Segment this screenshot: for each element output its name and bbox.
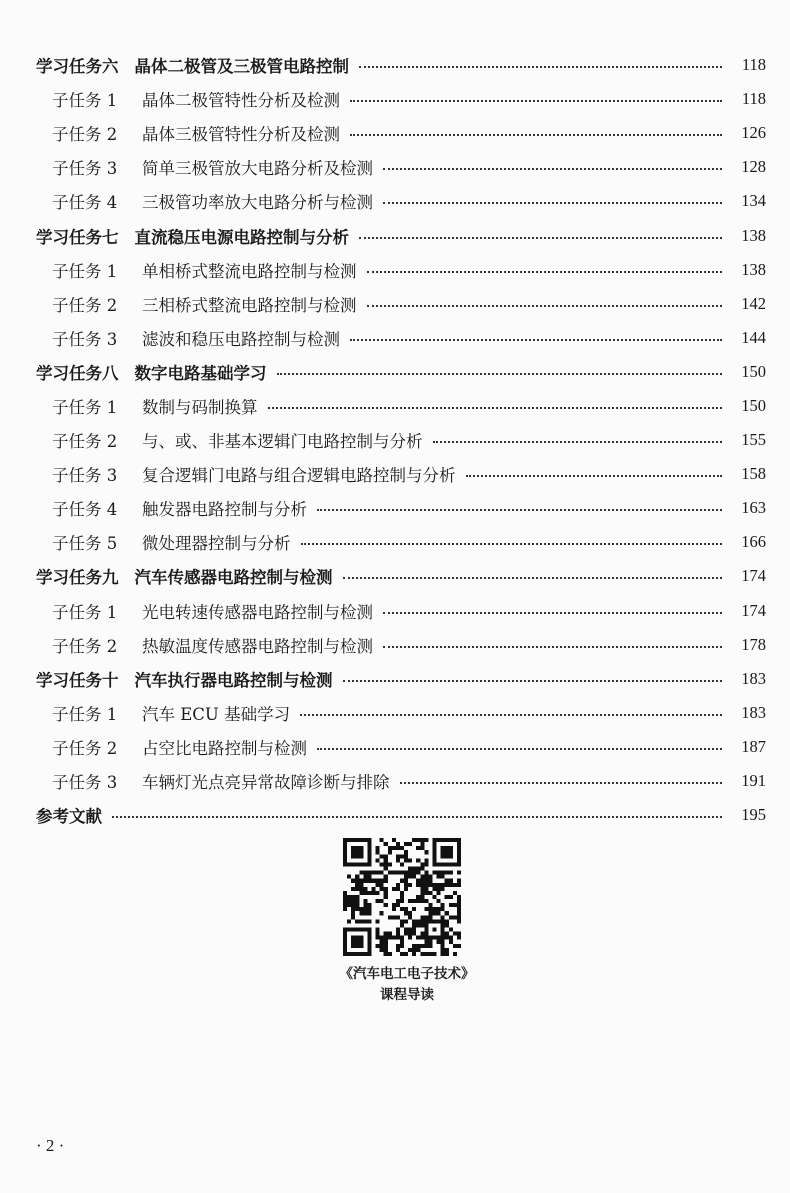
toc-subtask-entry[interactable] [0, 696, 790, 730]
toc-subtask-entry[interactable] [0, 628, 790, 662]
dot-leader [300, 714, 722, 716]
toc-references-entry[interactable] [0, 798, 790, 832]
toc-chapter-entry[interactable] [0, 218, 790, 252]
toc-entry-title: 车辆灯光点亮异常故障诊断与排除 [142, 773, 390, 793]
toc-entry-title: 晶体二极管及三极管电路控制 [134, 57, 349, 77]
toc-entry-page: 126 [741, 123, 766, 143]
dot-leader [301, 543, 723, 545]
toc-entry-title: 汽车 ECU 基础学习 [142, 704, 291, 724]
toc-entry-page: 150 [741, 395, 766, 415]
toc-entry-title: 与、或、非基本逻辑门电路控制与分析 [142, 432, 423, 452]
toc-entry-page: 155 [741, 430, 766, 450]
toc-entry-title: 光电转速传感器电路控制与检测 [142, 602, 373, 622]
qr-code-image [343, 838, 461, 956]
qr-caption-title: 《汽车电工电子技术》 [339, 966, 475, 982]
dot-leader [317, 509, 722, 511]
toc-entry-page: 134 [741, 191, 766, 211]
dot-leader [277, 373, 723, 375]
toc-chapter-entry[interactable] [0, 48, 790, 82]
toc-entry-label: 子任务 4 [52, 500, 118, 520]
toc-entry-label: 子任务 1 [52, 91, 118, 111]
toc-subtask-entry[interactable] [0, 321, 790, 355]
dot-leader [359, 66, 722, 68]
toc-entry-page: 174 [741, 600, 766, 620]
dot-leader [268, 407, 723, 409]
toc-entry-page: 163 [741, 498, 766, 518]
toc-entry-page: 142 [741, 293, 766, 313]
toc-subtask-entry[interactable] [0, 730, 790, 764]
toc-entry-page: 118 [741, 89, 766, 109]
toc-entry-page: 138 [741, 225, 766, 245]
dot-leader [383, 202, 722, 204]
toc-entry-label: 子任务 2 [52, 125, 118, 145]
toc-entry-title: 直流稳压电源电路控制与分析 [134, 227, 349, 247]
dot-leader [367, 305, 723, 307]
toc-entry-label: 子任务 3 [52, 329, 118, 349]
toc-entry-title: 滤波和稳压电路控制与检测 [142, 329, 340, 349]
toc-entry-title: 汽车传感器电路控制与检测 [134, 568, 333, 588]
toc-entry-title: 占空比电路控制与检测 [142, 738, 307, 758]
toc-entry-label: 学习任务十 [36, 670, 119, 690]
toc-entry-label: 子任务 1 [52, 397, 118, 417]
toc-subtask-entry[interactable] [0, 287, 790, 321]
toc-entry-page: 118 [741, 55, 766, 75]
toc-entry-page: 166 [741, 532, 766, 552]
toc-entry-title: 晶体二极管特性分析及检测 [142, 91, 340, 111]
toc-entry-title: 微处理器控制与分析 [142, 534, 291, 554]
toc-entry-label: 子任务 3 [52, 773, 118, 793]
qr-caption-subtitle: 课程导读 [380, 987, 434, 1003]
toc-entry-title: 数字电路基础学习 [134, 363, 267, 383]
toc-entry-label: 子任务 1 [52, 602, 118, 622]
toc-entry-label: 子任务 4 [52, 193, 118, 213]
toc-entry-title: 触发器电路控制与分析 [142, 500, 307, 520]
dot-leader [350, 100, 722, 102]
table-of-contents [0, 48, 790, 832]
toc-subtask-entry[interactable] [0, 116, 790, 150]
toc-chapter-entry[interactable] [0, 662, 790, 696]
toc-entry-label: 子任务 3 [52, 466, 118, 486]
toc-entry-page: 128 [741, 157, 766, 177]
toc-entry-page: 191 [741, 771, 766, 791]
toc-entry-label: 子任务 2 [52, 738, 118, 758]
toc-entry-page: 183 [741, 668, 766, 688]
toc-subtask-entry[interactable] [0, 525, 790, 559]
dot-leader [350, 339, 722, 341]
toc-entry-label: 子任务 2 [52, 295, 118, 315]
toc-entry-page: 138 [741, 259, 766, 279]
toc-entry-page: 150 [741, 361, 766, 381]
toc-subtask-entry[interactable] [0, 423, 790, 457]
toc-subtask-entry[interactable] [0, 389, 790, 423]
dot-leader [383, 612, 722, 614]
toc-entry-page: 187 [741, 736, 766, 756]
toc-entry-label: 学习任务八 [36, 363, 119, 383]
toc-entry-page: 178 [741, 634, 766, 654]
toc-entry-label: 子任务 3 [52, 159, 118, 179]
toc-chapter-entry[interactable] [0, 355, 790, 389]
toc-chapter-entry[interactable] [0, 559, 790, 593]
toc-subtask-entry[interactable] [0, 253, 790, 287]
toc-entry-label: 子任务 2 [52, 636, 118, 656]
toc-subtask-entry[interactable] [0, 594, 790, 628]
dot-leader [383, 168, 722, 170]
dot-leader [343, 577, 723, 579]
toc-entry-label: 子任务 1 [52, 261, 118, 281]
qr-code[interactable] [343, 838, 461, 956]
dot-leader [433, 441, 723, 443]
toc-entry-label: 子任务 2 [52, 432, 118, 452]
toc-entry-label: 子任务 5 [52, 534, 118, 554]
toc-entry-title: 三相桥式整流电路控制与检测 [142, 295, 357, 315]
dot-leader [367, 271, 723, 273]
toc-subtask-entry[interactable] [0, 764, 790, 798]
toc-entry-title: 汽车执行器电路控制与检测 [134, 670, 333, 690]
toc-subtask-entry[interactable] [0, 457, 790, 491]
dot-leader [343, 680, 723, 682]
page-number: · 2 · [36, 1136, 65, 1155]
toc-subtask-entry[interactable] [0, 82, 790, 116]
toc-entry-title: 热敏温度传感器电路控制与检测 [142, 636, 373, 656]
dot-leader [350, 134, 722, 136]
toc-subtask-entry[interactable] [0, 150, 790, 184]
toc-entry-title: 数制与码制换算 [142, 397, 258, 417]
dot-leader [359, 237, 722, 239]
toc-subtask-entry[interactable] [0, 491, 790, 525]
toc-entry-page: 195 [741, 805, 766, 825]
toc-entry-page: 183 [741, 702, 766, 722]
toc-entry-title: 单相桥式整流电路控制与检测 [142, 261, 357, 281]
dot-leader [383, 646, 722, 648]
dot-leader [400, 782, 723, 784]
toc-entry-title: 晶体三极管特性分析及检测 [142, 125, 340, 145]
toc-entry-label: 子任务 1 [52, 704, 118, 724]
dot-leader [112, 816, 722, 818]
toc-entry-title: 三极管功率放大电路分析与检测 [142, 193, 373, 213]
dot-leader [317, 748, 722, 750]
toc-entry-label: 学习任务七 [36, 227, 119, 247]
toc-entry-label: 学习任务九 [36, 568, 119, 588]
toc-entry-page: 144 [741, 327, 766, 347]
dot-leader [466, 475, 723, 477]
toc-entry-label: 学习任务六 [36, 57, 119, 77]
toc-entry-title: 简单三极管放大电路分析及检测 [142, 159, 373, 179]
toc-entry-title: 复合逻辑门电路与组合逻辑电路控制与分析 [142, 466, 456, 486]
toc-entry-label: 参考文献 [36, 807, 102, 827]
toc-entry-page: 174 [741, 566, 766, 586]
toc-subtask-entry[interactable] [0, 184, 790, 218]
toc-entry-page: 158 [741, 464, 766, 484]
